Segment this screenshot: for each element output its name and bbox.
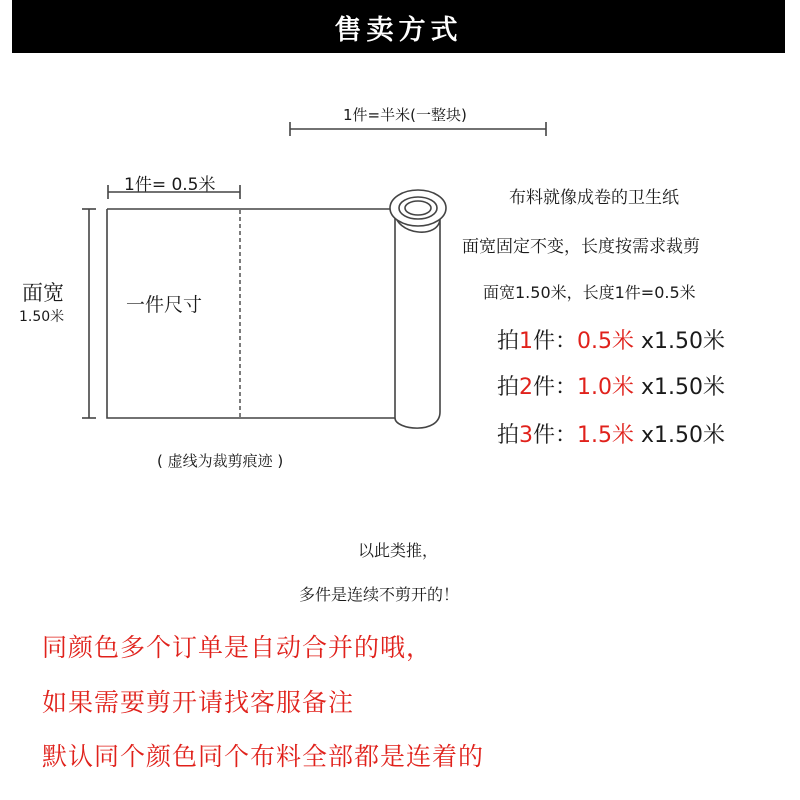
piece-size-label: 一件尺寸 (126, 294, 203, 316)
note-line-2: 如果需要剪开请找客服备注 (42, 688, 355, 717)
example-row-1 (497, 324, 725, 355)
continuation-line-2: 多件是连续不剪开的！ (299, 585, 460, 604)
example-suffix: 件： (533, 423, 578, 448)
example-row-3 (497, 418, 725, 449)
banner-title: 售卖方式 (334, 15, 463, 46)
example-count: 2 (519, 375, 534, 400)
example-length: 1.0米 (577, 375, 635, 400)
example-suffix: 件： (533, 329, 578, 354)
example-width: x1.50米 (641, 423, 726, 448)
example-prefix: 拍 (497, 375, 520, 400)
note-line-1: 同颜色多个订单是自动合并的哦， (42, 633, 433, 662)
example-prefix: 拍 (497, 329, 520, 354)
example-row-2 (497, 370, 725, 401)
note-line-3: 默认同个颜色同个布料全部都是连着的 (42, 742, 485, 771)
fabric-roll-end (390, 190, 446, 226)
width-label: 面宽 (22, 281, 64, 305)
example-length: 1.5米 (577, 423, 635, 448)
fabric-roll-body (395, 209, 440, 428)
example-length: 0.5米 (577, 329, 635, 354)
example-width: x1.50米 (641, 329, 726, 354)
explanation-line-2: 面宽固定不变，长度按需求裁剪 (462, 237, 700, 257)
example-prefix: 拍 (497, 423, 520, 448)
width-dimension-line (82, 209, 96, 418)
width-value: 1.50米 (19, 309, 65, 325)
example-width: x1.50米 (641, 375, 726, 400)
dashed-line-note: ( 虚线为裁剪痕迹 ) (157, 452, 284, 470)
explanation-line-3: 面宽1.50米，长度1件=0.5米 (483, 283, 696, 302)
example-count: 1 (519, 329, 534, 354)
unit-dimension-label: 1件= 0.5米 (124, 175, 216, 195)
continuation-line-1: 以此类推， (358, 541, 439, 560)
example-suffix: 件： (533, 375, 578, 400)
explanation-line-1: 布料就像成卷的卫生纸 (509, 188, 679, 208)
top-dimension-label: 1件=半米(一整块) (343, 106, 467, 124)
example-count: 3 (519, 423, 534, 448)
